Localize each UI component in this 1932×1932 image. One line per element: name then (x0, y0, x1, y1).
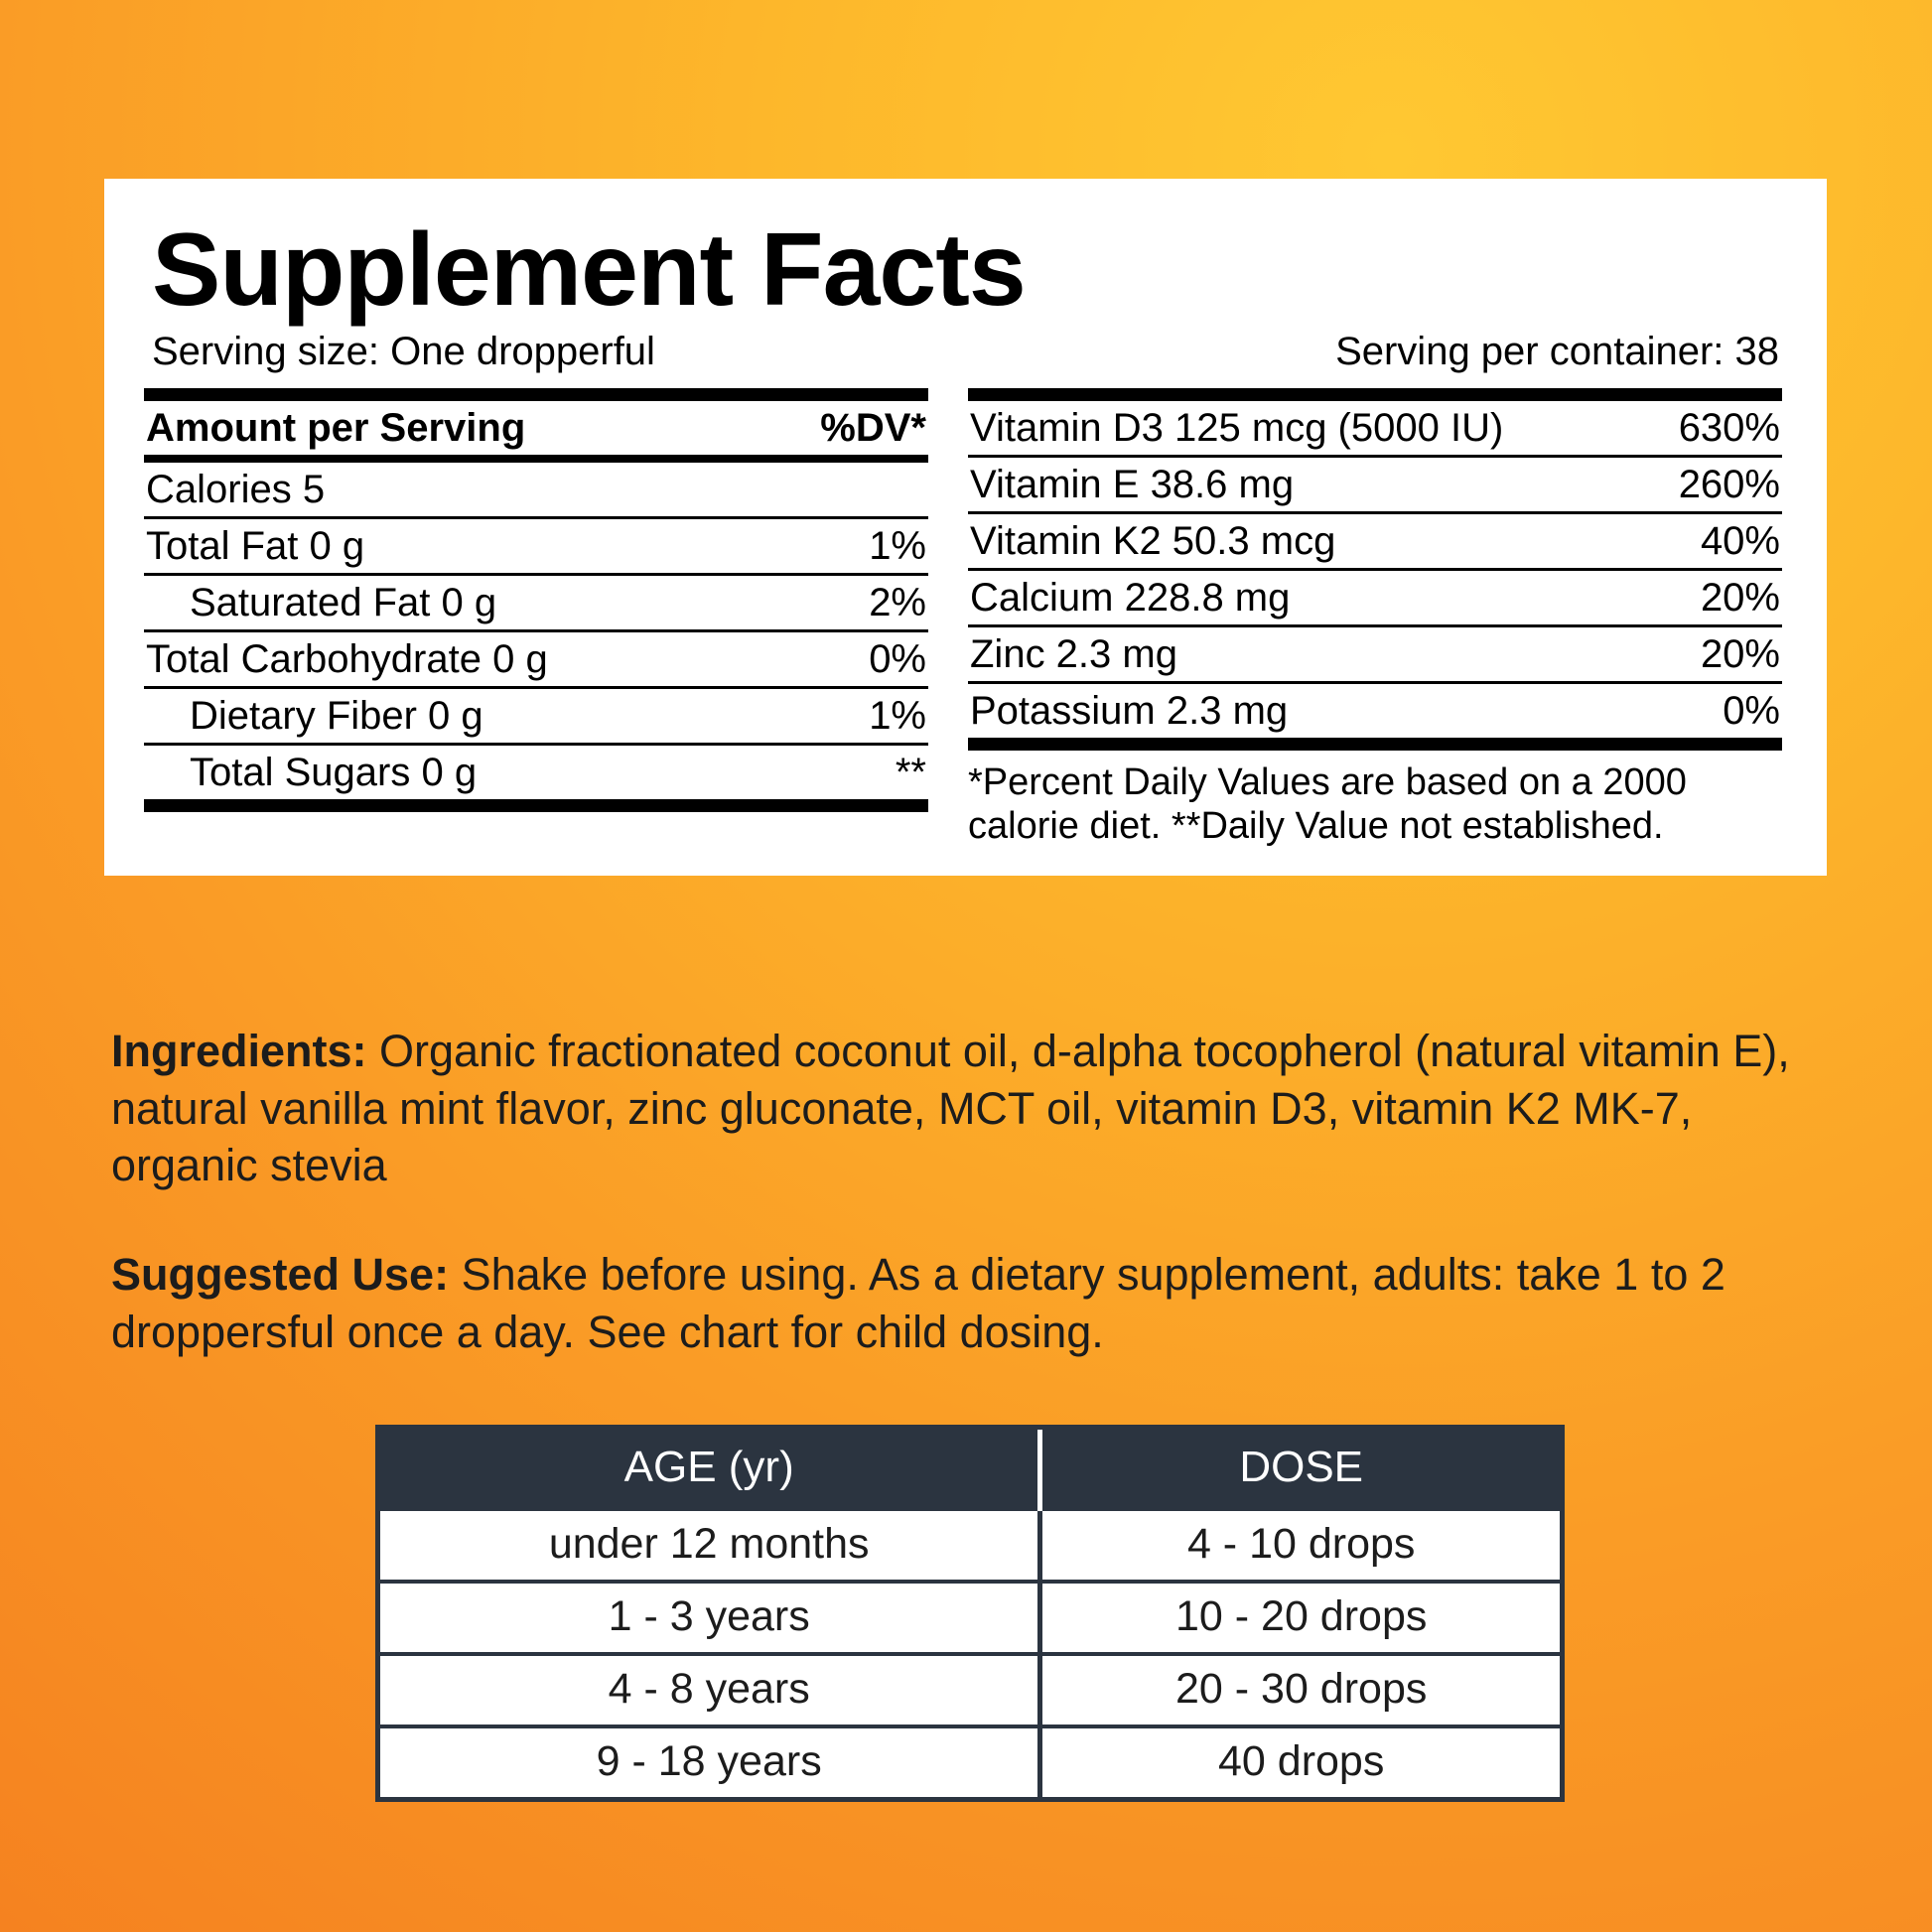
rule-top-right (968, 388, 1782, 401)
suggested-use-label: Suggested Use: (111, 1249, 450, 1300)
nutrient-dv: 20% (1648, 626, 1782, 683)
table-row (380, 1509, 1560, 1582)
nutrient-dv: 0% (1723, 689, 1780, 733)
supplement-facts-panel (104, 179, 1827, 876)
table-row (380, 1654, 1560, 1726)
rule-under-header-left (144, 455, 928, 463)
table-row (968, 570, 1782, 626)
nutrient-name: Total Fat 0 g (144, 518, 825, 575)
table-row (144, 463, 928, 518)
ingredients-text: Organic fractionated coconut oil, d-alpha tocopherol (natural vitamin E), natural vanilla mint flavor, zinc gluconate, MCT oil, vitamin D3, vitamin K2 MK-7, organic stevia (111, 1026, 1790, 1191)
nutrient-name: Saturated Fat 0 g (144, 575, 825, 631)
amount-per-serving-header: Amount per Serving (146, 406, 526, 450)
page-title: Supplement Facts (152, 212, 1026, 328)
rule-bottom-left (144, 799, 928, 812)
dose-amount: 10 - 20 drops (1040, 1582, 1560, 1654)
nutrient-dv: 260% (1648, 457, 1782, 513)
nutrient-dv: 20% (1648, 570, 1782, 626)
dose-table (380, 1430, 1560, 1797)
nutrient-name: Zinc 2.3 mg (968, 626, 1648, 683)
servings-per-container: Serving per container: 38 (1335, 330, 1779, 373)
dose-amount: 20 - 30 drops (1040, 1654, 1560, 1726)
nutrition-table-left (144, 401, 928, 455)
rule-top-left (144, 388, 928, 401)
table-row (968, 401, 1782, 457)
nutrient-dv (825, 463, 928, 518)
nutrient-dv: 1% (825, 518, 928, 575)
nutrient-name: Vitamin K2 50.3 mcg (968, 513, 1648, 570)
table-row (380, 1726, 1560, 1797)
nutrient-dv: 0% (825, 631, 928, 688)
dose-header-row (380, 1430, 1560, 1509)
dose-chart (375, 1425, 1565, 1802)
dose-age: under 12 months (380, 1509, 1040, 1582)
nutrient-dv: 630% (1648, 401, 1782, 457)
table-row (968, 683, 1782, 739)
facts-right-column (968, 388, 1782, 848)
nutrient-name: Total Sugars 0 g (190, 751, 478, 794)
dose-age: 9 - 18 years (380, 1726, 1040, 1797)
daily-value-footnote: *Percent Daily Values are based on a 2000 calorie diet. **Daily Value not established. (968, 761, 1687, 848)
dose-header-age: AGE (yr) (380, 1430, 1040, 1509)
dose-age: 1 - 3 years (380, 1582, 1040, 1654)
table-row (144, 575, 928, 631)
table-row (968, 457, 1782, 513)
facts-left-column (144, 388, 928, 848)
nutrient-name: Total Carbohydrate 0 g (144, 631, 825, 688)
table-header-row (144, 401, 928, 455)
dose-header-dose: DOSE (1040, 1430, 1560, 1509)
ingredients-label: Ingredients: (111, 1026, 367, 1076)
nutrient-dv: 2% (825, 575, 928, 631)
nutrient-name: Dietary Fiber 0 g (144, 688, 825, 745)
dv-header: %DV* (820, 406, 926, 450)
table-row (968, 626, 1782, 683)
dose-amount: 4 - 10 drops (1040, 1509, 1560, 1582)
nutrient-dv: ** (895, 751, 926, 794)
nutrient-name: Calories 5 (144, 463, 825, 518)
table-row (144, 688, 928, 745)
nutrient-name: Calcium 228.8 mg (968, 570, 1648, 626)
nutrient-dv: 40% (1648, 513, 1782, 570)
serving-size: Serving size: One dropperful (152, 330, 655, 373)
nutrient-name: Vitamin E 38.6 mg (968, 457, 1648, 513)
table-row (144, 631, 928, 688)
table-row (380, 1582, 1560, 1654)
suggested-use-text: Shake before using. As a dietary supplement, adults: take 1 to 2 droppersful once a day. See chart for child dosing. (111, 1249, 1725, 1357)
nutrient-dv: 1% (825, 688, 928, 745)
nutrient-name: Potassium 2.3 mg (970, 689, 1289, 733)
dose-age: 4 - 8 years (380, 1654, 1040, 1726)
nutrition-table-right (968, 401, 1782, 738)
facts-columns (144, 388, 1787, 848)
suggested-use-block (111, 1246, 1829, 1360)
table-row (968, 513, 1782, 570)
table-row (144, 745, 928, 800)
rule-bottom-right (968, 738, 1782, 751)
nutrition-rows-left (144, 463, 928, 799)
nutrient-name: Vitamin D3 125 mcg (5000 IU) (968, 401, 1648, 457)
table-row (144, 518, 928, 575)
ingredients-block (111, 1023, 1829, 1194)
serving-info-row (152, 330, 1779, 374)
dose-amount: 40 drops (1040, 1726, 1560, 1797)
